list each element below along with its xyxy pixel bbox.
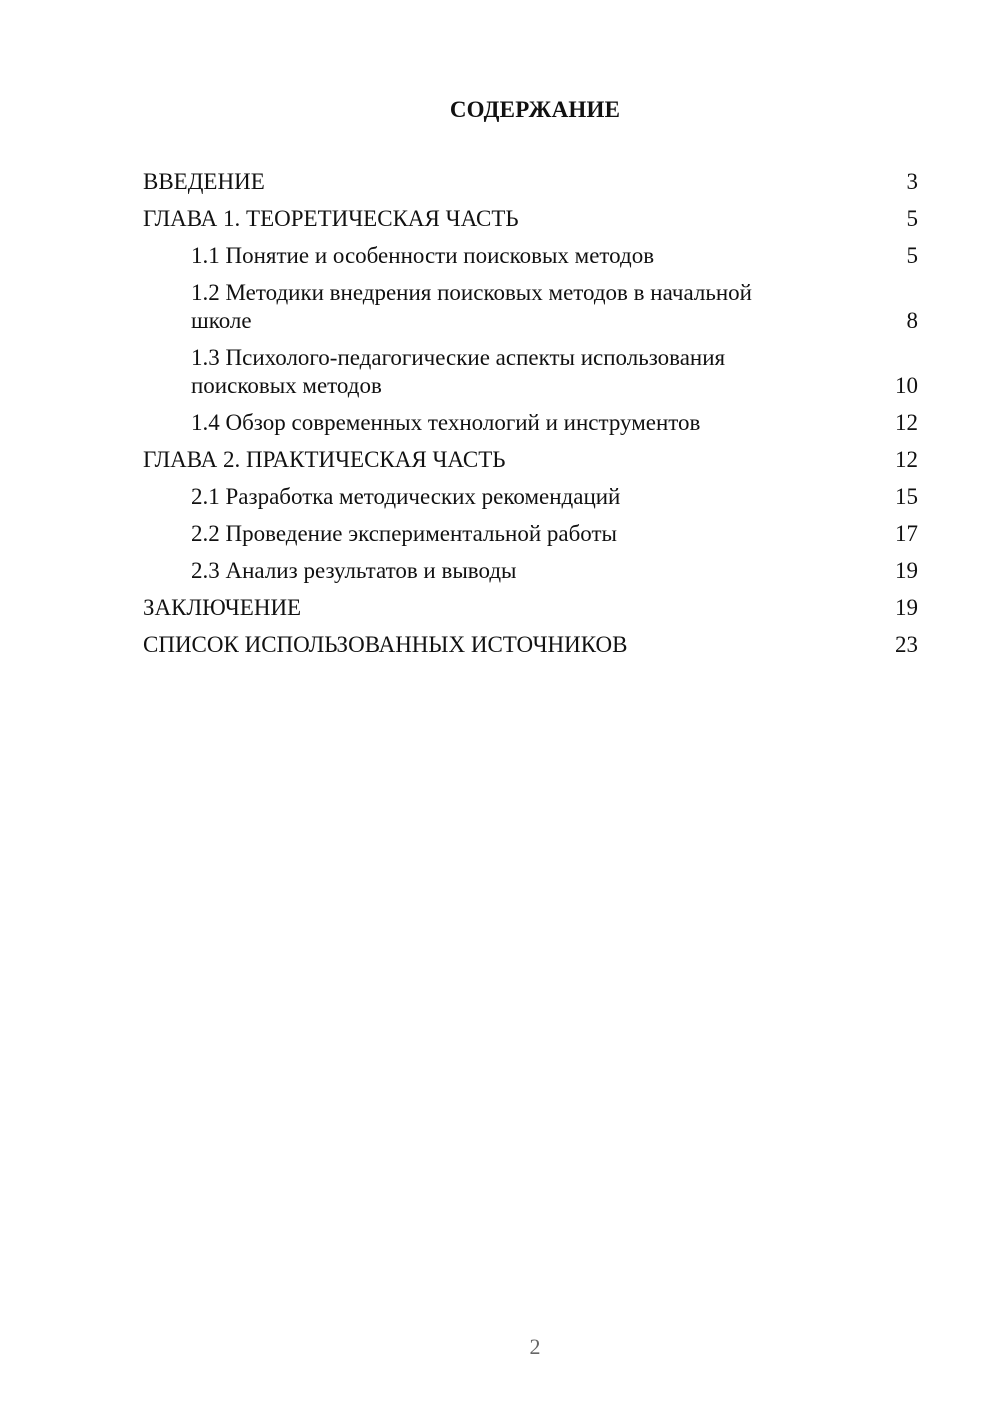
toc-entry [143, 409, 918, 437]
toc-entry-label: СПИСОК ИСПОЛЬЗОВАННЫХ ИСТОЧНИКОВ [143, 632, 628, 657]
toc-entry-page: 8 [906, 308, 918, 333]
toc-entry-label: 1.1 Понятие и особенности поисковых методов [191, 243, 655, 268]
toc-entry-page: 5 [906, 243, 918, 268]
toc-entry-page: 15 [895, 484, 918, 509]
toc-entry-label: 2.3 Анализ результатов и выводы [191, 558, 517, 583]
toc-entry-label: 2.2 Проведение экспериментальной работы [191, 521, 617, 546]
toc-entry-label: ЗАКЛЮЧЕНИЕ [143, 595, 302, 620]
toc-entry [143, 344, 918, 400]
page-title: СОДЕРЖАНИЕ [449, 97, 621, 122]
toc-entry [143, 631, 918, 659]
toc-entry [143, 205, 918, 233]
toc-entry-label: 1.4 Обзор современных технологий и инструментов [191, 410, 701, 435]
toc-entry-page: 19 [895, 558, 918, 583]
toc-entry-page: 12 [895, 447, 918, 472]
toc-entry [143, 557, 918, 585]
toc-entry-page: 12 [895, 410, 918, 435]
toc-entry-label: ГЛАВА 1. ТЕОРЕТИЧЕСКАЯ ЧАСТЬ [143, 206, 519, 231]
toc-entry [143, 446, 918, 474]
toc-entry [143, 594, 918, 622]
toc-entry-label: ГЛАВА 2. ПРАКТИЧЕСКАЯ ЧАСТЬ [143, 447, 506, 472]
table-of-contents [143, 168, 918, 668]
toc-entry-page: 19 [895, 595, 918, 620]
toc-entry-page: 17 [895, 521, 918, 546]
toc-entry-page: 5 [906, 206, 918, 231]
toc-entry [143, 168, 918, 196]
toc-entry [143, 483, 918, 511]
toc-entry [143, 242, 918, 270]
toc-entry-label: 2.1 Разработка методических рекомендаций [191, 484, 621, 509]
toc-entry-label: 1.2 Методики внедрения поисковых методов в начальной школе [191, 280, 752, 333]
toc-entry-page: 23 [895, 632, 918, 657]
page-number: 2 [529, 1334, 541, 1359]
toc-entry-page: 10 [895, 373, 918, 398]
toc-entry-label: 1.3 Психолого-педагогические аспекты использования поисковых методов [191, 345, 726, 398]
toc-entry-label: ВВЕДЕНИЕ [143, 169, 265, 194]
toc-entry [143, 279, 918, 335]
toc-entry [143, 520, 918, 548]
toc-entry-page: 3 [906, 169, 918, 194]
